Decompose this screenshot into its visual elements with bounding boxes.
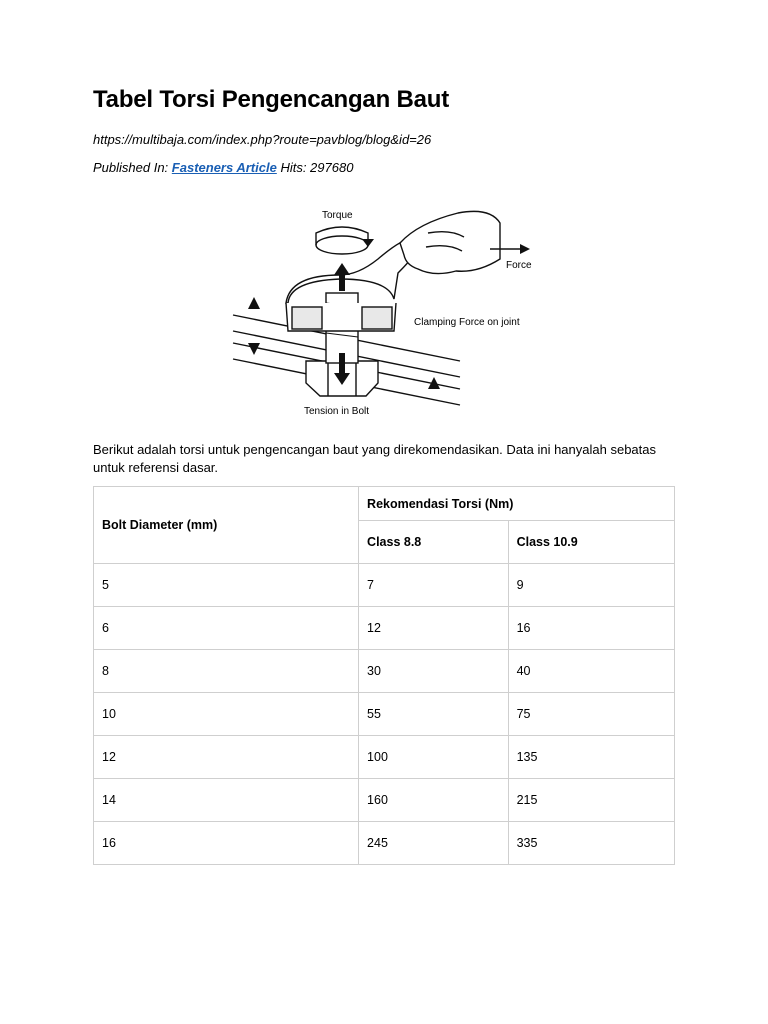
- label-torque: Torque: [322, 210, 353, 221]
- header-class-10-9: Class 10.9: [508, 521, 674, 564]
- cell-class-8-8: 55: [359, 693, 509, 736]
- header-class-8-8: Class 8.8: [359, 521, 509, 564]
- page-title: Tabel Torsi Pengencangan Baut: [93, 86, 450, 113]
- cell-class-10-9: 9: [508, 564, 674, 607]
- published-line: [93, 160, 353, 175]
- cell-class-10-9: 40: [508, 650, 674, 693]
- cell-class-10-9: 16: [508, 607, 674, 650]
- cell-class-10-9: 135: [508, 736, 674, 779]
- table-row: [94, 693, 675, 736]
- table-row: [94, 822, 675, 865]
- cell-class-10-9: 75: [508, 693, 674, 736]
- header-bolt-diameter: Bolt Diameter (mm): [94, 487, 359, 564]
- table-row: [94, 607, 675, 650]
- torque-table: [93, 486, 675, 865]
- table-row: [94, 650, 675, 693]
- label-tension: Tension in Bolt: [304, 406, 370, 417]
- source-url: https://multibaja.com/index.php?route=pavblog/blog&id=26: [93, 132, 432, 147]
- cell-class-8-8: 100: [359, 736, 509, 779]
- cell-class-8-8: 12: [359, 607, 509, 650]
- hits-count: Hits: 297680: [280, 160, 354, 175]
- table-header-row: [94, 487, 675, 521]
- published-label: Published In:: [93, 160, 169, 175]
- label-clamping-force: Clamping Force on joint: [414, 317, 520, 328]
- cell-bolt-diameter: 12: [94, 736, 359, 779]
- cell-bolt-diameter: 8: [94, 650, 359, 693]
- cell-class-8-8: 7: [359, 564, 509, 607]
- cell-class-8-8: 245: [359, 822, 509, 865]
- cell-class-8-8: 160: [359, 779, 509, 822]
- table-row: [94, 564, 675, 607]
- cell-bolt-diameter: 16: [94, 822, 359, 865]
- table-row: [94, 779, 675, 822]
- category-link[interactable]: Fasteners Article: [171, 160, 277, 175]
- cell-class-10-9: 215: [508, 779, 674, 822]
- cell-class-10-9: 335: [508, 822, 674, 865]
- table-row: [94, 736, 675, 779]
- intro-paragraph: Berikut adalah torsi untuk pengencangan baut yang direkomendasikan. Data ini hanyalah sebatas untuk referensi dasar.: [93, 442, 656, 475]
- header-torque-group: Rekomendasi Torsi (Nm): [359, 487, 675, 521]
- cell-bolt-diameter: 6: [94, 607, 359, 650]
- cell-class-8-8: 30: [359, 650, 509, 693]
- cell-bolt-diameter: 5: [94, 564, 359, 607]
- label-force: Force: [506, 260, 532, 271]
- cell-bolt-diameter: 14: [94, 779, 359, 822]
- cell-bolt-diameter: 10: [94, 693, 359, 736]
- bolt-torque-illustration: [228, 203, 540, 421]
